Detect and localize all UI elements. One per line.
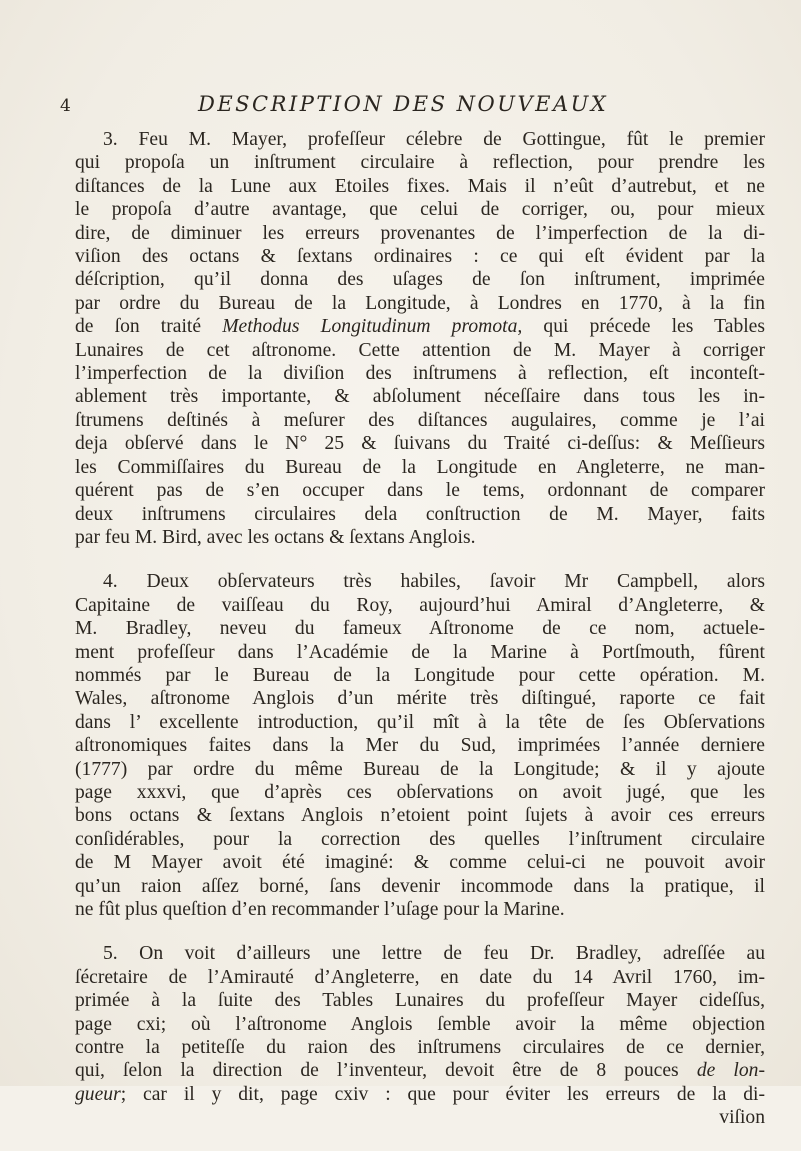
text-line [75, 1083, 765, 1106]
text-line: déſcription, qu’il donna des uſages de ſon inſtrument, imprimée [75, 269, 765, 291]
text-line: ment profeſſeur dans l’Académie de la Marine à Portſmouth, fûrent [75, 641, 765, 663]
text-line: ſécretaire de l’Amirauté d’Angleterre, en date du 14 Avril 1760, im- [75, 966, 765, 988]
text-line: page xxxvi, que d’après ces obſervations on avoit jugé, que les [75, 781, 765, 803]
text-line: viſion des octans & ſextans ordinaires : ce qui eſt évident par la [75, 246, 765, 268]
text-line: diſtances de la Lune aux Etoiles fixes. Mais il n’eût d’autrebut, et ne [75, 175, 765, 197]
text-line: Lunaires de cet aſtronome. Cette attention de M. Mayer à corriger [75, 339, 765, 361]
italic-term: gueur [75, 1083, 121, 1105]
text-line: les Commiſſaires du Bureau de la Longitude en Angleterre, ne man- [75, 456, 765, 478]
text-line: primée à la ſuite des Tables Lunaires du profeſſeur Mayer cideſſus, [75, 990, 765, 1012]
book-title: Methodus Longitudinum promota, [222, 316, 523, 338]
paragraph-4 [75, 570, 765, 921]
page-header [58, 92, 761, 124]
text-segment: qui précede les Tables [522, 316, 766, 338]
text-line: 4. Deux obſervateurs très habiles, ſavoir Mr Campbell, alors [103, 571, 765, 593]
text-segment: qui, ſelon la direction de l’inventeur, devoit être de 8 pouces [75, 1060, 697, 1082]
text-line: Capitaine de vaiſſeau du Roy, aujourd’hui Amiral d’Angleterre, & [75, 594, 765, 616]
text-line: le propoſa d’autre avantage, que celui de corriger, ou, pour mieux [75, 199, 765, 221]
text-line: Wales, aſtronome Anglois d’un mérite très diſtingué, raporte ce fait [75, 688, 765, 710]
text-line: par feu M. Bird, avec les octans & ſextans Anglois. [75, 526, 476, 548]
text-line [75, 1059, 765, 1082]
text-line [75, 315, 765, 338]
text-line: deja obſervé dans le N° 25 & ſuivans du Traité ci-deſſus: & Meſſieurs [75, 433, 765, 455]
text-line: ablement très importante, & abſolument néceſſaire dans tous les in- [75, 386, 765, 408]
text-line: par ordre du Bureau de la Longitude, à Londres en 1770, à la fin [75, 292, 765, 314]
text-line: deux inſtrumens circulaires dela conſtruction de M. Mayer, faits [75, 503, 765, 525]
text-line: aſtronomiques faites dans la Mer du Sud, imprimées l’année derniere [75, 735, 765, 757]
text-line: de M Mayer avoit été imaginé: & comme celui-ci ne pouvoit avoir [75, 852, 765, 874]
paragraph-5 [75, 942, 765, 1129]
text-line: contre la petiteſſe du raion des inſtrumens circulaires de ce dernier, [75, 1037, 765, 1059]
text-line: bons octans & ſextans Anglois n’etoient point ſujets à avoir ces erreurs [75, 805, 765, 827]
text-line: ſtrumens deſtinés à meſurer des diſtances augulaires, comme je l’ai [75, 409, 765, 431]
page-number: 4 [60, 96, 71, 116]
text-line: 3. Feu M. Mayer, profeſſeur célebre de Gottingue, fût le premier [103, 129, 765, 150]
catchword: viſion [719, 1107, 765, 1129]
text-line: ne fût plus queſtion d’en recommander l’uſage pour la Marine. [75, 899, 565, 920]
text-line: 5. On voit d’ailleurs une lettre de feu Dr. Bradley, adreſſée au [103, 943, 765, 965]
text-line: dire, de diminuer les erreurs provenantes de l’imperfection de la di- [75, 222, 765, 244]
paragraph-3 [75, 128, 765, 549]
text-line: nommés par le Bureau de la Longitude pour cette opération. M. [75, 664, 765, 686]
text-line: conſidérables, pour la correction des quelles l’inſtrument circulaire [75, 828, 765, 850]
running-title: DESCRIPTION DES NOUVEAUX [198, 92, 609, 116]
text-segment: de ſon traité [75, 316, 223, 338]
text-line: (1777) par ordre du même Bureau de la Longitude; & il y ajoute [75, 758, 765, 780]
text-line: dans l’ excellente introduction, qu’il mît à la tête de ſes Obſervations [75, 711, 765, 733]
text-line: quérent pas de s’en occuper dans le tems, ordonnant de comparer [75, 480, 765, 502]
text-line: M. Bradley, neveu du fameux Aſtronome de ce nom, actuele- [75, 618, 765, 640]
italic-term: de lon- [696, 1060, 765, 1082]
text-line: qu’un raion aſſez borné, ſans devenir incommode dans la pratique, il [75, 875, 765, 897]
text-line: l’imperfection de la diviſion des inſtrumens à reflection, eſt inconteſt- [75, 363, 765, 385]
text-line: page cxi; où l’aſtronome Anglois ſemble avoir la même objection [75, 1013, 765, 1035]
body-text [75, 128, 765, 1151]
text-line: qui propoſa un inſtrument circulaire à reflection, pour prendre les [75, 152, 765, 174]
text-segment: ; car il y dit, page cxiv : que pour éviter les erreurs de la di- [120, 1083, 765, 1105]
